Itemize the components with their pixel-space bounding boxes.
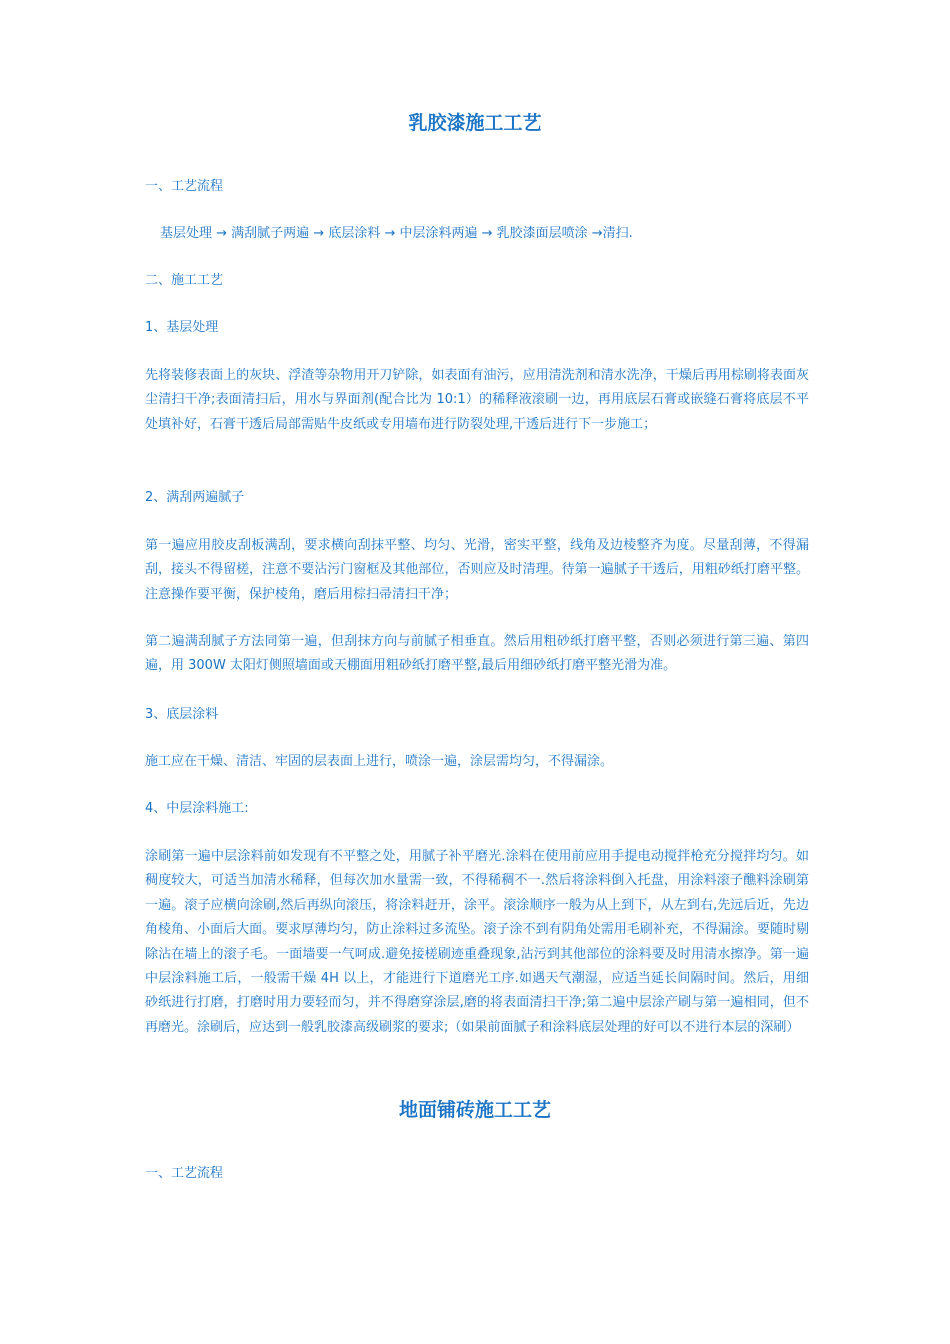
section-heading-construction: 二、施工工艺 (145, 273, 224, 288)
step-text-base-coat: 施工应在干燥、清洁、牢固的层表面上进行，喷涂一遍，涂层需均匀，不得漏涂。 (145, 754, 614, 769)
section-heading-process-flow: 一、工艺流程 (145, 179, 224, 194)
step-heading-base-coat: 3、底层涂料 (145, 707, 219, 722)
step-heading-base-treatment: 1、基层处理 (145, 320, 219, 335)
step-heading-putty: 2、满刮两遍腻子 (145, 490, 245, 505)
step-heading-middle-coat: 4、中层涂料施工: (145, 801, 249, 816)
process-flow-text: 基层处理 → 满刮腻子两遍 → 底层涂料 → 中层涂料两遍 → 乳胶漆面层喷涂 →清扫. (160, 226, 633, 241)
step-text-base-treatment: 先将装修表面上的灰块、浮渣等杂物用开刀铲除，如表面有油污，应用清洗剂和清水洗净，干燥后再用棕刷将表面灰尘清扫干净;表面清扫后，用水与界面剂(配合比为 10:1）的稀释液滚刷一边，再用底层石膏或嵌缝石膏将底层不平处填补好，石膏干透后局部需贴牛皮纸或专用墙布进行防裂处理,干透后进行下一步施工； (145, 368, 809, 432)
step-text-putty-second: 第二遍满刮腻子方法同第一遍，但刮抹方向与前腻子相垂直。然后用粗砂纸打磨平整，否则必须进行第三遍、第四遍，用 300W 太阳灯侧照墙面或天棚面用粗砂纸打磨平整,最后用细砂纸打磨平整光滑为准。 (145, 634, 809, 674)
page-title-latex-paint: 乳胶漆施工工艺 (408, 112, 542, 134)
page-title-floor-tile: 地面铺砖施工工艺 (398, 1099, 551, 1121)
section-heading-process-flow-2: 一、工艺流程 (145, 1166, 224, 1181)
step-text-putty-first: 第一遍应用胶皮刮板满刮，要求横向刮抹平整、均匀、光滑，密实平整，线角及边棱整齐为度。尽量刮薄，不得漏刮，接头不得留槎，注意不要沾污门窗框及其他部位，否则应及时清理。待第一遍腻子干透后，用粗砂纸打磨平整。注意操作要平衡，保护棱角，磨后用棕扫帚清扫干净； (145, 538, 809, 602)
step-text-middle-coat: 涂刷第一遍中层涂料前如发现有不平整之处，用腻子补平磨光.涂料在使用前应用手提电动搅拌枪充分搅拌均匀。如稠度较大，可适当加清水稀释，但每次加水量需一致，不得稀稠不一.然后将涂料倒入托盘，用涂料滚子醮料涂刷第一遍。滚子应横向涂刷,然后再纵向滚压，将涂料赶开，涂平。滚涂顺序一般为从上到下，从左到右,先远后近，先边角棱角、小面后大面。要求厚薄均匀，防止涂料过多流坠。滚子涂不到有阴角处需用毛刷补充，不得漏涂。要随时剔除沾在墙上的滚子毛。一面墙要一气呵成.避免接槎刷迹重叠现象,沾污到其他部位的涂料要及时用清水擦净。第一遍中层涂料施工后，一般需干燥 4H 以上，才能进行下道磨光工序.如遇天气潮湿，应适当延长间隔时间。然后，用细砂纸进行打磨，打磨时用力要轻而匀，并不得磨穿涂层,磨的将表面清扫干净;第二遍中层涂产刷与第一遍相同，但不再磨光。涂刷后，应达到一般乳胶漆高级刷浆的要求;（如果前面腻子和涂料底层处理的好可以不进行本层的深刷） (145, 849, 809, 1035)
